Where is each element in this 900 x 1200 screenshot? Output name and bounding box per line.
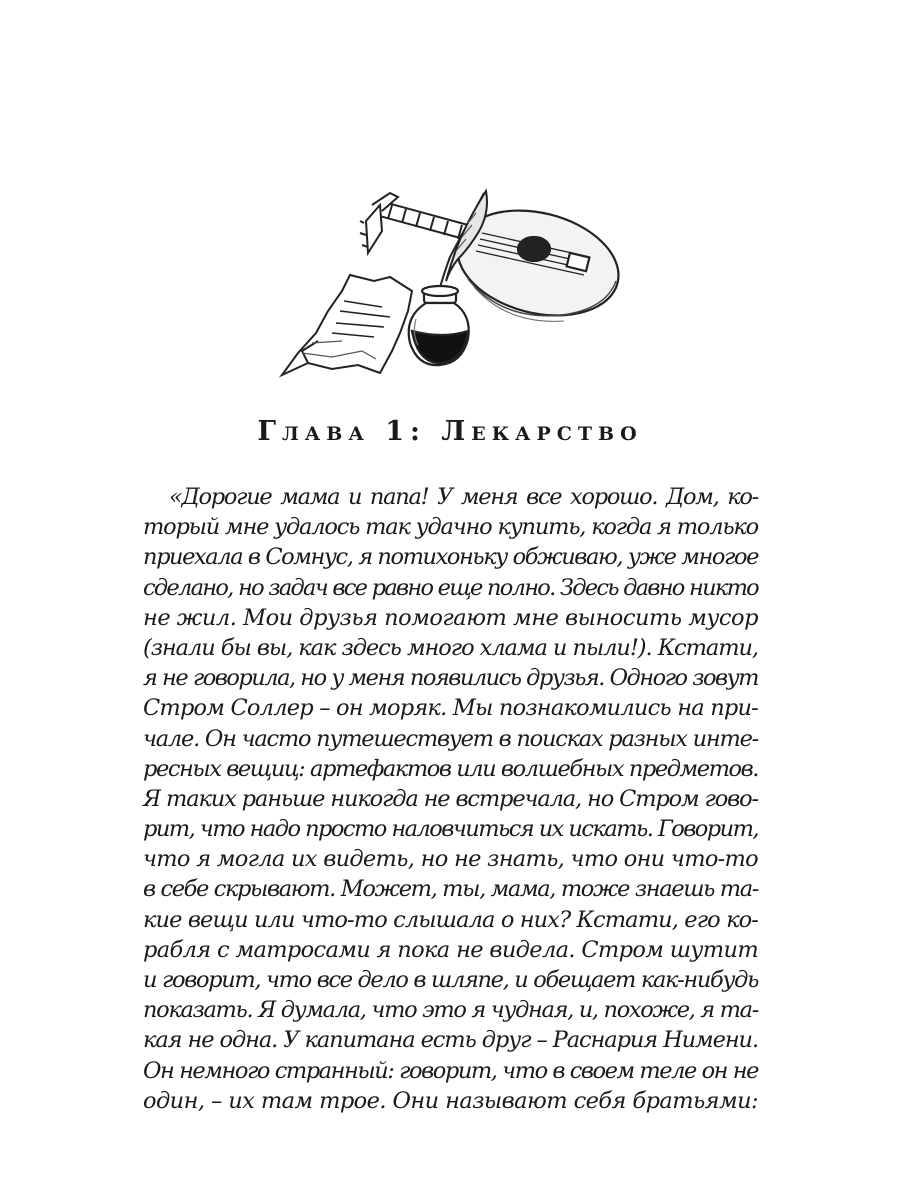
lute-inkwell-quill-letter-illustration xyxy=(272,183,632,388)
text-line: я не говорила, но у меня появились друзья. Одного зовут xyxy=(143,665,759,692)
text-line: «Дорогие мама и папа! У меня все хорошо. Дом, ко- xyxy=(169,484,758,510)
text-line: не жил. Мои друзья помогают мне выносить мусор xyxy=(143,604,759,631)
text-line: что я могла их видеть, но не знать, что они что-то xyxy=(143,846,758,873)
text-line: (знали бы вы, как здесь много хлама и пыли!). Кстати, xyxy=(143,634,758,661)
text-line: ресных вещиц: артефактов или волшебных предметов. xyxy=(143,755,759,782)
letter-paper-icon xyxy=(282,275,412,375)
text-line: рит, что надо просто наловчиться их искать. Говорит, xyxy=(143,816,758,843)
text-line: чале. Он часто путешествует в поисках разных инте- xyxy=(143,725,758,752)
text-line: кая не одна. У капитана есть друг – Раснария Нимени. xyxy=(143,1027,758,1054)
text-line: кие вещи или что-то слышала о них? Кстати, его ко- xyxy=(143,906,758,933)
text-line: торый мне удалось так удачно купить, когда я только xyxy=(143,514,759,541)
body-paragraph xyxy=(143,482,758,1116)
text-line: в себе скрывают. Может, ты, мама, тоже знаешь та- xyxy=(143,876,759,903)
text-line: сделано, но задач все равно еще полно. Здесь давно никто xyxy=(143,574,758,601)
chapter-title: Глава 1: Лекарство xyxy=(257,416,643,447)
text-line: Он немного странный: говорит, что в своем теле он не xyxy=(143,1057,758,1084)
text-line: приехала в Сомнус, я потихоньку обживаю, уже многое xyxy=(143,544,758,571)
text-line: Я таких раньше никогда не встречала, но Стром гово- xyxy=(143,785,758,812)
text-line: рабля с матросами я пока не видела. Стром шутит xyxy=(143,936,758,963)
text-line: и говорит, что все дело в шляпе, и обещает как-нибудь xyxy=(143,967,758,993)
inkwell-icon xyxy=(409,286,469,365)
text-line: показать. Я думала, что это я чудная, и, похоже, я та- xyxy=(143,997,758,1024)
text-line: Стром Соллер – он моряк. Мы познакомились на при- xyxy=(143,695,758,722)
text-line: один, – их там трое. Они называют себя братьями: xyxy=(143,1087,758,1114)
